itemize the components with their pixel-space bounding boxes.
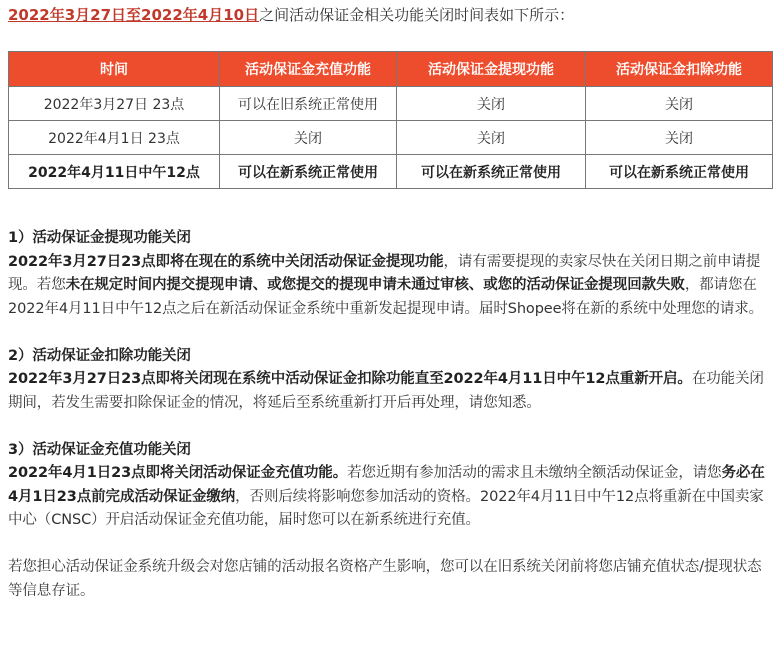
header-deduct: 活动保证金扣除功能 (586, 52, 773, 87)
section-paragraph: 2022年3月27日23点即将关闭现在系统中活动保证金扣除功能直至2022年4月11日中午12点重新开启。在功能关闭期间，若发生需要扣除保证金的情况，将延后至系统重新打开后再处理，请您知悉。 (8, 371, 764, 411)
cell-deduct: 关闭 (586, 121, 773, 155)
function-schedule-table (8, 51, 773, 189)
cell-recharge: 关闭 (220, 121, 397, 155)
intro-line (8, 4, 574, 26)
section-heading: 3）活动保证金充值功能关闭 (8, 441, 191, 458)
section-heading: 2）活动保证金扣除功能关闭 (8, 347, 191, 364)
cell-time: 2022年4月11日中午12点 (9, 155, 220, 189)
cell-time: 2022年4月1日 23点 (9, 121, 220, 155)
header-withdraw: 活动保证金提现功能 (397, 52, 586, 87)
cell-time: 2022年3月27日 23点 (9, 87, 220, 121)
section-heading: 1）活动保证金提现功能关闭 (8, 230, 191, 246)
cell-deduct: 关闭 (586, 87, 773, 121)
date-range-text: 2022年3月27日至2022年4月10日 (8, 6, 260, 24)
cell-deduct: 可以在新系统正常使用 (586, 155, 773, 189)
table-header-row (9, 52, 773, 87)
header-time: 时间 (9, 52, 220, 87)
cell-recharge: 可以在旧系统正常使用 (220, 87, 397, 121)
cell-withdraw: 可以在新系统正常使用 (397, 155, 586, 189)
article-body (8, 227, 772, 603)
header-recharge: 活动保证金充值功能 (220, 52, 397, 87)
table-row (9, 155, 773, 189)
table-row (9, 87, 773, 121)
intro-text: 之间活动保证金相关功能关闭时间表如下所示： (259, 6, 575, 24)
section-paragraph: 2022年4月1日23点即将关闭活动保证金充值功能。若您近期有参加活动的需求且未缴纳全额活动保证金，请您务必在4月1日23点前完成活动保证金缴纳，否则后续将影响您参加活动的资格。2022年4月11日中午12点将重新在中国卖家中心（CNSC）开启活动保证金充值功能，届时您可以在新系统进行充值。 (8, 465, 765, 528)
cell-withdraw: 关闭 (397, 87, 586, 121)
closing-paragraph: 若您担心活动保证金系统升级会对您店铺的活动报名资格产生影响，您可以在旧系统关闭前将您店铺充值状态/提现状态等信息存证。 (8, 559, 762, 599)
section-paragraph: 2022年3月27日23点即将在现在的系统中关闭活动保证金提现功能，请有需要提现的卖家尽快在关闭日期之前申请提现。若您未在规定时间内提交提现申请、或您提交的提现申请未通过审核、或您的活动保证金提现回款失败，都请您在2022年4月11日中午12点之后在新活动保证金系统中重新发起提现申请。届时Shopee将在新的系统中处理您的请求。 (8, 253, 764, 317)
table-row (9, 121, 773, 155)
cell-recharge: 可以在新系统正常使用 (220, 155, 397, 189)
cell-withdraw: 关闭 (397, 121, 586, 155)
